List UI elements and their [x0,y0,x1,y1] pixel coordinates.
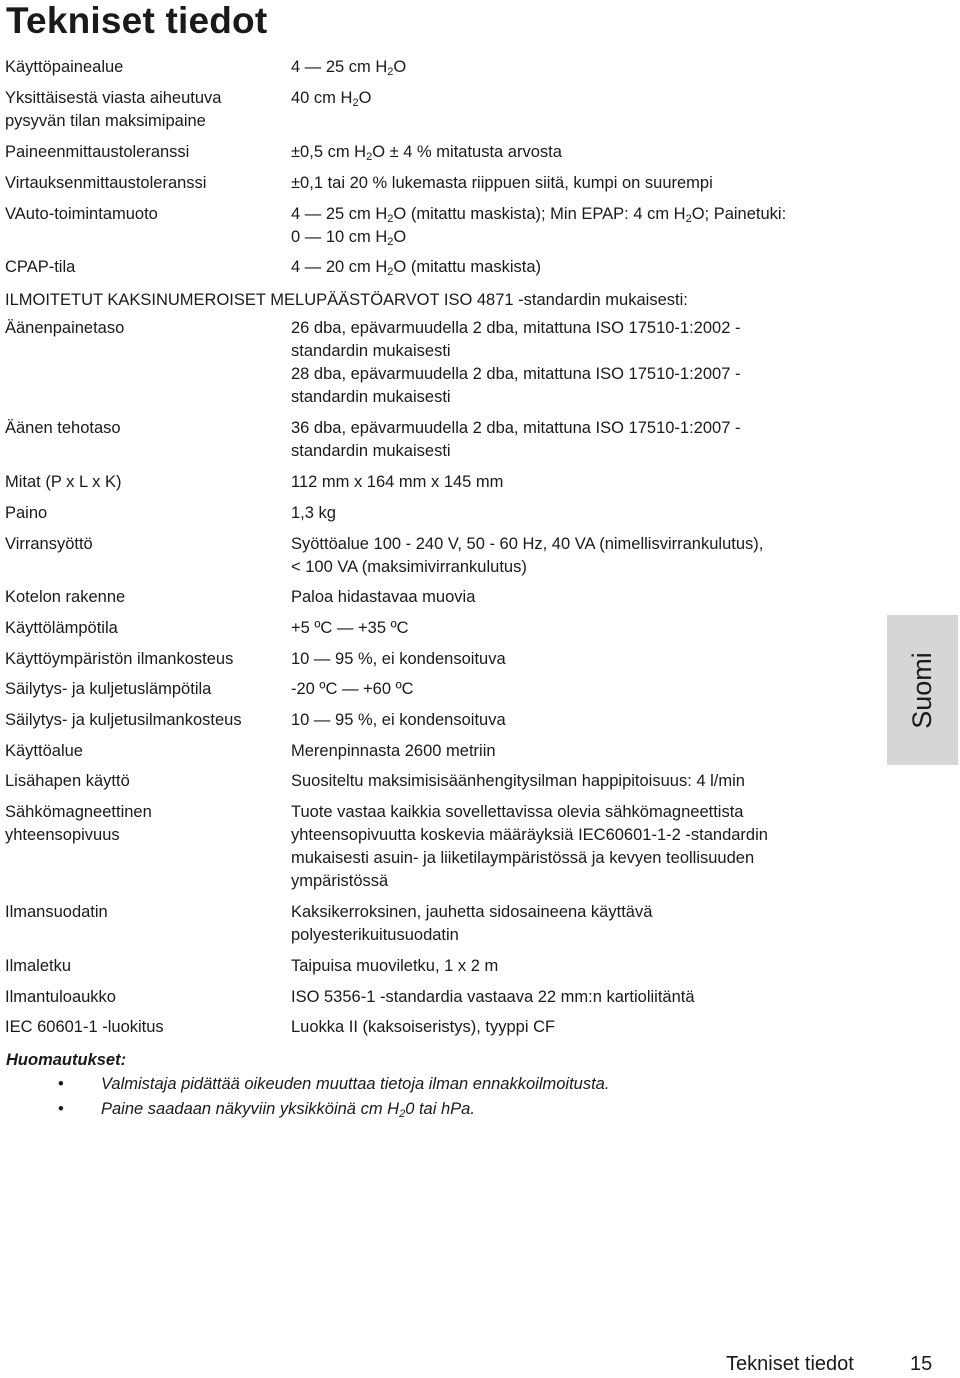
spec-label: VAuto-toimintamuoto [5,205,158,223]
spec-label: Säilytys- ja kuljetusilmankosteus [5,711,242,729]
spec-value: Syöttöalue 100 - 240 V, 50 - 60 Hz, 40 VA (nimellisvirrankulutus), [291,535,764,553]
spec-value: yhteensopivuutta koskevia määräyksiä IEC60601-1-2 -standardin [291,826,768,844]
spec-value: mukaisesti asuin- ja liiketilaympäristössä ja kevyen teollisuuden [291,849,755,867]
spec-label: IEC 60601-1 -luokitus [5,1018,164,1036]
spec-value: Suositeltu maksimisisäänhengitysilman happipitoisuus: 4 l/min [291,772,745,790]
spec-label: Äänen tehotaso [5,419,121,437]
spec-value: 28 dba, epävarmuudella 2 dba, mitattuna ISO 17510-1:2007 - [291,365,741,383]
spec-label: Käyttölämpötila [5,619,118,637]
spec-value: standardin mukaisesti [291,388,451,406]
spec-label: Virtauksenmittaustoleranssi [5,174,207,192]
notes-heading: Huomautukset: [6,1051,127,1069]
spec-label: Mitat (P x L x K) [5,473,122,491]
spec-label: pysyvän tilan maksimipaine [5,112,206,130]
page-title: Tekniset tiedot [6,0,268,41]
spec-value: ISO 5356-1 -standardia vastaava 22 mm:n kartioliitäntä [291,988,695,1006]
spec-value: standardin mukaisesti [291,342,451,360]
spec-label: Lisähapen käyttö [5,772,130,790]
page-number: 15 [910,1353,933,1375]
spec-value: Tuote vastaa kaikkia sovellettavissa olevia sähkömagneettista [291,803,744,821]
spec-label: Äänenpainetaso [5,319,125,337]
bullet-icon: • [58,1075,64,1093]
spec-value: standardin mukaisesti [291,442,451,460]
spec-value: 0 — 10 cm $H_2O$ [291,228,407,248]
spec-label: Käyttöympäristön ilmankosteus [5,650,234,668]
spec-value: 4 — 25 cm $H_2O$ (mitattu maskista); Min EPAP: 4 cm $H_2O$; Painetuki: [291,205,787,225]
spec-label: Ilmantuloaukko [5,988,116,1006]
spec-value: Taipuisa muoviletku, 1 x 2 m [291,957,499,975]
spec-label: Paino [5,504,48,522]
spec-value: ±0,1 tai 20 % lukemasta riippuen siitä, kumpi on suurempi [291,174,713,192]
spec-value: +5 ºC — +35 ºC [291,619,409,637]
spec-label: Ilmansuodatin [5,903,108,921]
noise-heading: ILMOITETUT KAKSINUMEROISET MELUPÄÄSTÖARVOT ISO 4871 -standardin mukaisesti: [5,291,688,309]
spec-label: Paineenmittaustoleranssi [5,143,190,161]
spec-value: 10 — 95 %, ei kondensoituva [291,711,506,729]
spec-label: Kotelon rakenne [5,588,126,606]
notes [6,1048,610,1120]
spec-label: Säilytys- ja kuljetuslämpötila [5,680,212,698]
footer-title: Tekniset tiedot [726,1353,854,1375]
language-tab [887,615,958,765]
spec-label: Virransyöttö [5,535,93,553]
spec-value: Merenpinnasta 2600 metriin [291,742,496,760]
spec-value: -20 ºC — +60 ºC [291,680,414,698]
spec-value: Kaksikerroksinen, jauhetta sidosaineena käyttävä [291,903,653,921]
note-text: Paine saadaan näkyviin yksikköinä cm $H_20$ tai hPa. [101,1100,475,1120]
spec-value: polyesterikuitusuodatin [291,926,459,944]
spec-label: Ilmaletku [5,957,72,975]
spec-value: 112 mm x 164 mm x 145 mm [291,473,504,491]
spec-label: CPAP-tila [5,258,76,276]
spec-value: 1,3 kg [291,504,336,522]
spec-label: Yksittäisestä viasta aiheutuva [5,89,222,107]
spec-value: 36 dba, epävarmuudella 2 dba, mitattuna ISO 17510-1:2007 - [291,419,741,437]
note-text: Valmistaja pidättää oikeuden muuttaa tietoja ilman ennakkoilmoitusta. [101,1075,610,1093]
spec-value: ±0,5 cm $H_2O \pm 4$ % mitatusta arvosta [291,143,562,163]
spec-label: yhteensopivuus [5,826,120,844]
spec-value: 26 dba, epävarmuudella 2 dba, mitattuna ISO 17510-1:2002 - [291,319,741,337]
spec-label: Sähkömagneettinen [5,803,152,821]
spec-value: 10 — 95 %, ei kondensoituva [291,650,506,668]
spec-label: Käyttöpainealue [5,58,124,76]
spec-value: < 100 VA (maksimivirrankulutus) [291,558,527,576]
spec-value: Luokka II (kaksoiseristys), tyyppi CF [291,1018,556,1036]
spec-value: Paloa hidastavaa muovia [291,588,476,606]
spec-value: 4 — 25 cm $H_2O$ [291,58,407,78]
spec-label: Käyttöalue [5,742,83,760]
spec-value: ympäristössä [291,872,389,890]
language-tab-label: Suomi [907,651,937,729]
bullet-icon: • [58,1100,64,1118]
spec-value: 40 cm $H_2O$ [291,89,372,109]
spec-value: 4 — 20 cm $H_2O$ (mitattu maskista) [291,258,542,278]
